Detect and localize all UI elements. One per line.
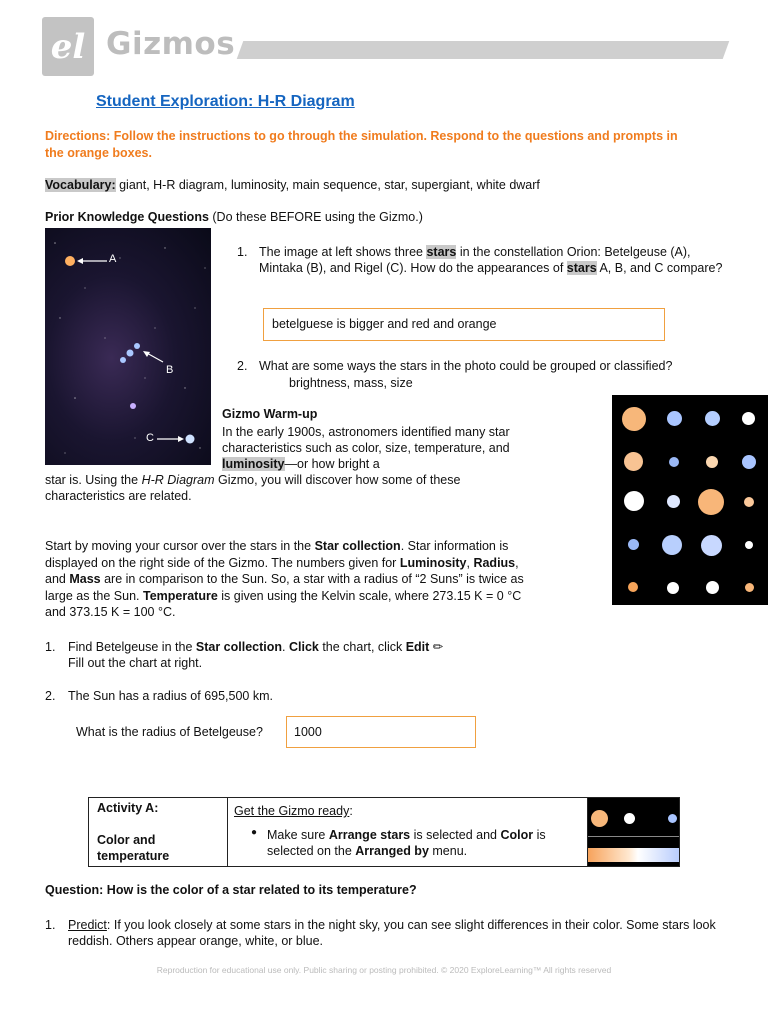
- answer-q1-text: betelguese is bigger and red and orange: [272, 317, 497, 331]
- answer-field-q1[interactable]: [263, 308, 665, 341]
- rigel-star: [186, 435, 195, 444]
- star-dot[interactable]: [745, 541, 753, 549]
- star-dot[interactable]: [628, 539, 639, 550]
- star-dot[interactable]: [705, 411, 720, 426]
- vocabulary: [45, 178, 540, 192]
- star-dot[interactable]: [622, 407, 646, 431]
- warmup-heading: Gizmo Warm-up: [222, 407, 318, 421]
- task-number-2: 2.: [45, 689, 56, 703]
- star-dot[interactable]: [667, 411, 682, 426]
- betelgeuse-star: [65, 256, 75, 266]
- prior-question-1: The image at left shows three stars in the constellation Orion: Betelgeuse (A), Mintaka (B), and Rigel (C). How do the appearances of stars A, B, and C compare?: [259, 245, 723, 275]
- header-bar: [237, 41, 730, 59]
- page-title: Student Exploration: H-R Diagram: [96, 93, 355, 110]
- logo-mark: el: [50, 26, 86, 67]
- orion-photo: [45, 228, 211, 465]
- star-dot[interactable]: [706, 581, 719, 594]
- predict-number: 1.: [45, 918, 56, 932]
- star-dot[interactable]: [662, 535, 682, 555]
- warmup-text: In the early 1900s, astronomers identified many star characteristics such as color, size, temperature, and luminosity—or how bright a: [222, 425, 510, 471]
- prior-heading-text: Prior Knowledge Questions: [45, 210, 209, 224]
- photo-label-b: B: [166, 364, 174, 376]
- prior-knowledge-heading: [45, 210, 423, 224]
- mintaka-star: [127, 350, 134, 357]
- star-dot[interactable]: [701, 535, 722, 556]
- star-dot[interactable]: [745, 583, 754, 592]
- task-1-text: Find Betelgeuse in the Star collection. Click the chart, click Edit ✏ Fill out the chart at right.: [68, 640, 444, 670]
- star-dot[interactable]: [667, 495, 680, 508]
- question-heading: Question: How is the color of a star related to its temperature?: [45, 883, 417, 897]
- answer-q2-text[interactable]: brightness, mass, size: [289, 376, 413, 390]
- radius-answer-text: 1000: [294, 725, 322, 739]
- question-number-2: 2.: [237, 359, 248, 373]
- activity-thumbnail: [588, 798, 679, 866]
- radius-question: What is the radius of Betelgeuse?: [76, 725, 263, 739]
- star-dot[interactable]: [706, 456, 718, 468]
- task-2-text: The Sun has a radius of 695,500 km.: [68, 689, 273, 703]
- instructions-paragraph: Start by moving your cursor over the stars in the Star collection. Star information is displayed on the right side of the Gizmo. The numbers given for Luminosity, Radius, and Mass are in comparison to the Sun. So, a star with a radius of “2 Suns” is twice as large as the Sun. Temperature is given using the Kelvin scale, where 273.15 K = 0 °C and 373.15 K = 100 °C.: [45, 539, 524, 619]
- gizmos-logo: [42, 17, 94, 76]
- star-dot[interactable]: [669, 457, 679, 467]
- star-dot[interactable]: [624, 452, 643, 471]
- predict-text: Predict: If you look closely at some stars in the night sky, you can see slight differences in their color. Some stars look reddish. Others appear orange, white, or blue.: [68, 918, 716, 948]
- directions: Directions: Follow the instructions to go through the simulation. Respond to the questions and prompts in the orange boxes.: [45, 129, 678, 160]
- edit-icon: ✏: [432, 640, 444, 654]
- orion-starfield: [45, 228, 211, 465]
- warmup-text-cont: star is. Using the H-R Diagram Gizmo, you will discover how some of these characteristics are related.: [45, 473, 461, 503]
- prior-question-2: What are some ways the stars in the photo could be grouped or classified?: [259, 359, 673, 373]
- star-dot[interactable]: [698, 489, 724, 515]
- activity-topic: Color and temperature: [97, 833, 170, 863]
- activity-instruction: Make sure Arrange stars is selected and Color is selected on the Arranged by menu.: [267, 828, 546, 858]
- photo-label-a: A: [109, 253, 117, 265]
- vocabulary-label: Vocabulary:: [45, 178, 116, 192]
- gizmo-ready-heading: Get the Gizmo ready:: [234, 804, 353, 818]
- star-collection-panel[interactable]: [612, 395, 768, 605]
- footer-copyright: Reproduction for educational use only. Public sharing or posting prohibited. © 2020 ExploreLearning™ All rights reserved: [156, 965, 612, 975]
- star-dot[interactable]: [628, 582, 638, 592]
- bullet-icon: ●: [251, 827, 258, 838]
- prior-note: (Do these BEFORE using the Gizmo.): [208, 210, 423, 224]
- brand-name: Gizmos: [106, 26, 236, 62]
- star-dot[interactable]: [742, 455, 756, 469]
- question-number-1: 1.: [237, 245, 248, 259]
- star-dot[interactable]: [624, 491, 644, 511]
- task-number-1: 1.: [45, 640, 56, 654]
- radius-answer-field[interactable]: [286, 716, 476, 748]
- star-dot[interactable]: [742, 412, 755, 425]
- activity-label: Activity A:: [97, 801, 159, 815]
- star-dot[interactable]: [744, 497, 754, 507]
- photo-label-c: C: [146, 432, 154, 444]
- activity-table: [88, 797, 680, 867]
- star-dot[interactable]: [667, 582, 679, 594]
- vocabulary-terms: giant, H-R diagram, luminosity, main sequence, star, supergiant, white dwarf: [115, 178, 540, 192]
